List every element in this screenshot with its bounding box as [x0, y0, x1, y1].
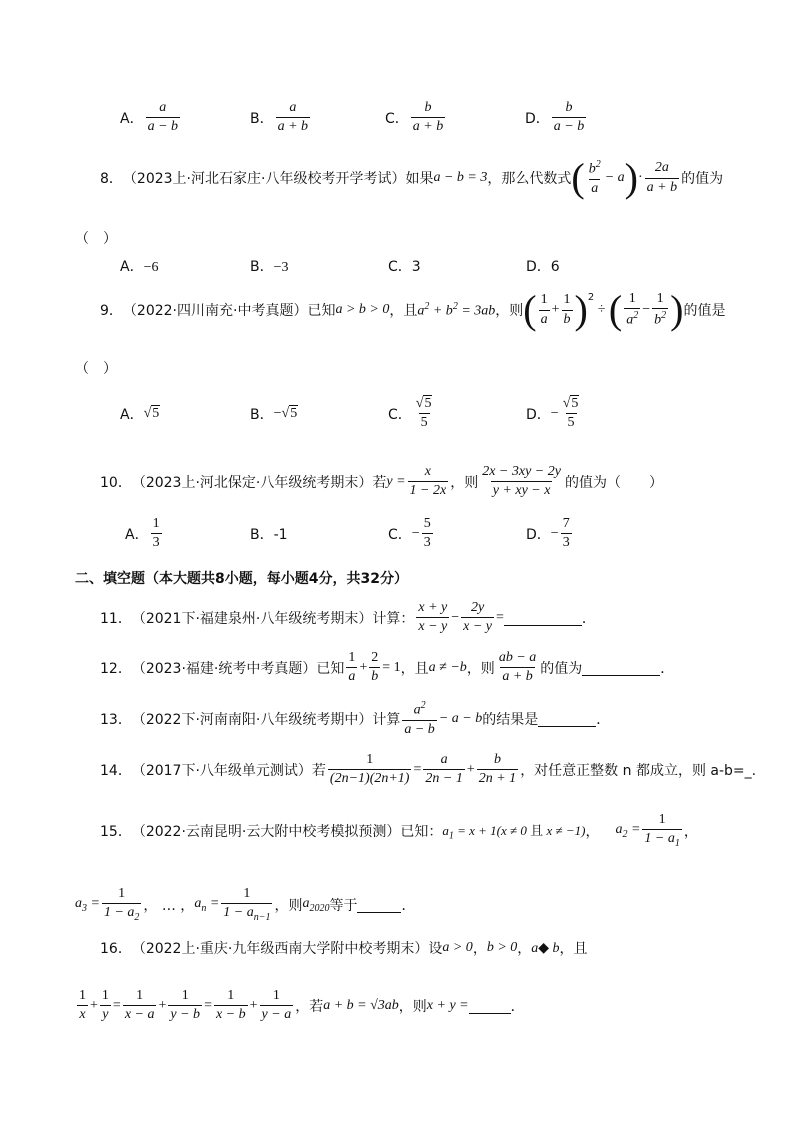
q10-option-c: C． − $\frac{5}{3}$: [388, 516, 431, 551]
q9-option-d: D． − $\frac{√5}{5}$: [526, 396, 583, 431]
q9-answer-paren: （ ）: [75, 361, 117, 377]
q9-options: [120, 396, 583, 431]
question-11: 11． （2021下·福建泉州·八年级统考期末）计算： $\frac{x + y}{x - y}$ − $\frac{2y}{x - y}$ = ．: [100, 600, 596, 635]
answer-blank[interactable]: [582, 659, 660, 676]
q8-option-a: A．−6: [120, 259, 159, 275]
fraction: $\frac{2a}{a + b}$: [646, 160, 678, 195]
q10-option-d: D． − $\frac{7}{3}$: [526, 516, 570, 551]
fraction: $\frac{1}{1 - a_2}$: [103, 886, 140, 923]
fraction: $\frac{1}{a}$: [348, 650, 356, 685]
q7-option-b: B． $\frac{a}{a + b}$: [250, 100, 309, 135]
q9-option-b: B． −√5: [250, 405, 298, 423]
q7-option-a: A． $\frac{a}{a - b}$: [120, 100, 179, 135]
fraction: $\frac{1}{x - b}$: [215, 988, 246, 1023]
q8-answer-paren: （ ）: [75, 231, 117, 247]
fraction: $\frac{ab - a}{a + b}$: [498, 650, 537, 685]
fraction: $\frac{7}{3}$: [562, 516, 570, 551]
q7-options: [120, 100, 588, 135]
section-title: 二、填空题（本大题共8小题，每小题4分，共32分）: [75, 571, 408, 587]
fraction: $\frac{1}{1 - a_1}$: [644, 812, 680, 849]
fraction: $\frac{1}{x - a}$: [124, 988, 155, 1023]
fraction: $\frac{x + y}{x - y}$: [418, 600, 448, 635]
fraction: $\frac{1}{a^2}$: [626, 291, 639, 328]
fraction: $\frac{1}{b}$: [563, 292, 571, 327]
q10-options: [125, 516, 574, 551]
fraction: $\frac{√5}{5}$: [415, 396, 432, 431]
question-15: 15． （2022·云南昆明·云大附中校考模拟预测）已知： $a_1 = x + 1(x \ne 0$ 且 x ≠ −1) ， $a_2$ = $\frac{1}{1 - a_1}$ ，: [100, 812, 698, 849]
answer-blank[interactable]: [357, 896, 401, 913]
fraction: $\frac{√5}{5}$: [562, 396, 579, 431]
fraction: $\frac{1}{(2n-1)(2n+1)}$: [329, 752, 410, 787]
fraction: $\frac{b}{a + b}$: [412, 100, 444, 135]
fraction: $\frac{1}{y - b}$: [170, 988, 201, 1023]
fraction: $\frac{1}{b^2}$: [654, 291, 667, 328]
fraction: $\frac{b^2}{a}$: [588, 159, 601, 196]
fraction: $\frac{a}{a - b}$: [147, 100, 179, 135]
fraction: $\frac{1}{a}$: [540, 292, 548, 327]
question-14: 14． （2017下·八年级单元测试）若 $\frac{1}{(2n-1)(2n+1)}$ = $\frac{a}{2n - 1}$ + $\frac{b}{2n + 1}$ ，对任意正整数 n 都成立，则 a-b=_.: [100, 752, 757, 787]
fraction: $\frac{a^2}{a - b}$: [404, 700, 435, 737]
fraction: $\frac{a}{a + b}$: [277, 100, 309, 135]
q8-option-c: C．3: [388, 259, 421, 275]
fraction: $\frac{1}{1 - a_{n-1}}$: [223, 886, 271, 923]
question-13: 13． （2022下·河南南阳·八年级统考期中）计算 $\frac{a^2}{a - b}$ − a − b 的结果是 ．: [100, 700, 611, 737]
question-9: 9． （2022·四川南充·中考真题）已知 a > b > 0 ，且 $a^2 + b^2 = 3ab$ ，则 ( $\frac{1}{a}$ + $\frac{1}{b}$ ) $^2$ ÷ ( $\frac{1}{a^2}$ − $\frac{1}{b^2}$ ) 的值是: [100, 287, 726, 332]
q10-option-a: A． $\frac{1}{3}$: [125, 516, 160, 551]
fraction: $\frac{2x - 3xy - 2y}{y + xy - x}$: [482, 464, 561, 499]
question-16-cont: $\frac{1}{x}$ + $\frac{1}{y}$ = $\frac{1}{x - a}$ + $\frac{1}{y - b}$ = $\frac{1}{x - b}$ + $\frac{1}{y - a}$ ，若 a + b = √3ab ，则 x + y = ．: [79, 988, 525, 1023]
answer-blank[interactable]: [469, 997, 511, 1014]
fraction: $\frac{1}{y}$: [101, 988, 109, 1023]
fraction: $\frac{b}{2n + 1}$: [478, 752, 517, 787]
q7-option-c: C． $\frac{b}{a + b}$: [385, 100, 444, 135]
q9-option-c: C． $\frac{√5}{5}$: [388, 396, 526, 431]
fraction: $\frac{1}{3}$: [152, 516, 160, 551]
question-10: 10． （2023上·河北保定·八年级统考期末）若 y = $\frac{x}{1 - 2x}$ ，则 $\frac{2x - 3xy - 2y}{y + xy - x}$ 的值为（ ）: [100, 464, 663, 499]
fraction: $\frac{b}{a - b}$: [553, 100, 585, 135]
question-8: 8． （2023上·河北石家庄·八年级校考开学考试）如果 a − b = 3 ，那么代数式 ( $\frac{b^2}{a}$ − a ) · $\frac{2a}{a + b}$ 的值为: [100, 155, 724, 200]
q10-option-b: B．-1: [250, 526, 288, 543]
question-15-cont: $a_3$ = $\frac{1}{1 - a_2}$ ， … ， $a_n$ = $\frac{1}{1 - a_{n-1}}$ ，则 $a_{2020}$ 等于 ．: [75, 886, 416, 923]
question-12: 12． （2023·福建·统考中考真题）已知 $\frac{1}{a}$ + $\frac{2}{b}$ = 1 ，且 a ≠ −b ，则 $\frac{ab - a}{a + b}$ 的值为 ．: [100, 650, 675, 685]
answer-blank[interactable]: [504, 609, 582, 626]
fraction: $\frac{a}{2n - 1}$: [425, 752, 463, 787]
q7-option-d: D． $\frac{b}{a - b}$: [525, 100, 585, 135]
q8-option-b: B．−3: [250, 259, 289, 275]
q8-expression: ( $\frac{b^2}{a}$ − a ) · $\frac{2a}{a + b}$: [571, 155, 678, 200]
fraction: $\frac{1}{x}$: [79, 988, 86, 1023]
fraction: $\frac{1}{y - a}$: [261, 988, 292, 1023]
fraction: $\frac{2y}{x - y}$: [463, 600, 493, 635]
answer-blank[interactable]: [538, 710, 596, 727]
fraction: $\frac{x}{1 - 2x}$: [409, 464, 447, 499]
q9-expression: ( $\frac{1}{a}$ + $\frac{1}{b}$ ) $^2$ ÷ ( $\frac{1}{a^2}$ − $\frac{1}{b^2}$ ): [523, 287, 684, 332]
q8-options: [120, 256, 560, 276]
question-16: 16． （2022上·重庆·九年级西南大学附中校考期末）设 a > 0 ， b > 0 ， a◆ b ，且: [100, 940, 588, 957]
fraction: $\frac{2}{b}$: [371, 650, 379, 685]
q9-option-a: A． √5: [120, 405, 160, 423]
fraction: $\frac{5}{3}$: [423, 516, 431, 551]
q8-option-d: D．6: [526, 259, 560, 275]
